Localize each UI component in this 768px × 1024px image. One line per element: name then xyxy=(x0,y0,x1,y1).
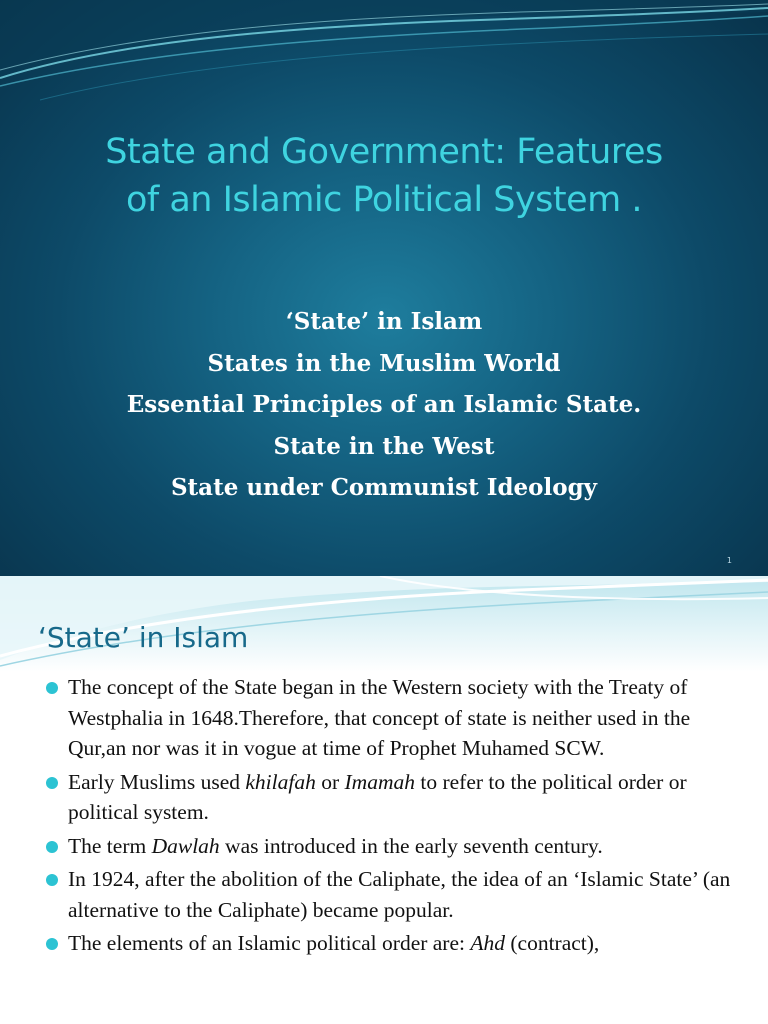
decorative-waves xyxy=(0,0,768,110)
subtitle-item: State in the West xyxy=(273,432,495,460)
list-item xyxy=(46,767,736,828)
slide-number: 1 xyxy=(726,556,732,565)
subtitle-item: States in the Muslim World xyxy=(207,349,561,377)
bullet-emphasis: Dawlah xyxy=(151,833,220,858)
subtitle-item: State under Communist Ideology xyxy=(170,474,598,501)
bullet-text-mid: or xyxy=(315,769,345,794)
bullet-text-post: to refer to the political order or political system. xyxy=(68,769,687,824)
bullet-icon xyxy=(46,938,58,950)
list-item xyxy=(46,831,736,862)
subtitle-item: Essential Principles of an Islamic State. xyxy=(126,391,642,418)
bullet-emphasis: khilafah xyxy=(245,769,316,794)
bullet-text: In 1924, after the abolition of the Caliphate, the idea of an ‘Islamic State’ (an alternative to the Caliphate) became popular. xyxy=(68,867,731,922)
list-item xyxy=(46,928,736,959)
bullet-emphasis: Ahd xyxy=(470,931,505,955)
slide-title-line-2: of an Islamic Political System . xyxy=(125,180,642,220)
bullet-text: The concept of the State began in the Western society with the Treaty of Westphalia in 1648.Therefore, that concept of state is neither used in the Qur,an nor was it in vogue at time of Prophet Muhamed SCW. xyxy=(68,675,691,760)
bullet-icon xyxy=(46,777,58,789)
list-item xyxy=(46,672,736,764)
subtitle-item: ‘State’ in Islam xyxy=(285,308,483,335)
content-heading: ‘State’ in Islam xyxy=(38,621,249,654)
bullet-text-pre: Early Muslims used xyxy=(68,769,246,794)
bullet-list xyxy=(46,672,736,962)
bullet-text-pre: The term xyxy=(68,833,152,858)
list-item xyxy=(46,864,736,925)
content-slide xyxy=(0,576,768,1024)
bullet-icon xyxy=(46,682,58,694)
bullet-icon xyxy=(46,841,58,853)
bullet-text-pre: The elements of an Islamic political order are: xyxy=(68,931,471,955)
slide-title xyxy=(40,128,728,224)
slide-title-line-1: State and Government: Features xyxy=(105,132,663,172)
bullet-text-post: (contract), xyxy=(505,931,600,955)
bullet-text-post: was introduced in the early seventh century. xyxy=(219,833,603,858)
bullet-emphasis: Imamah xyxy=(344,769,415,794)
bullet-icon xyxy=(46,874,58,886)
subtitle-list xyxy=(40,301,728,509)
